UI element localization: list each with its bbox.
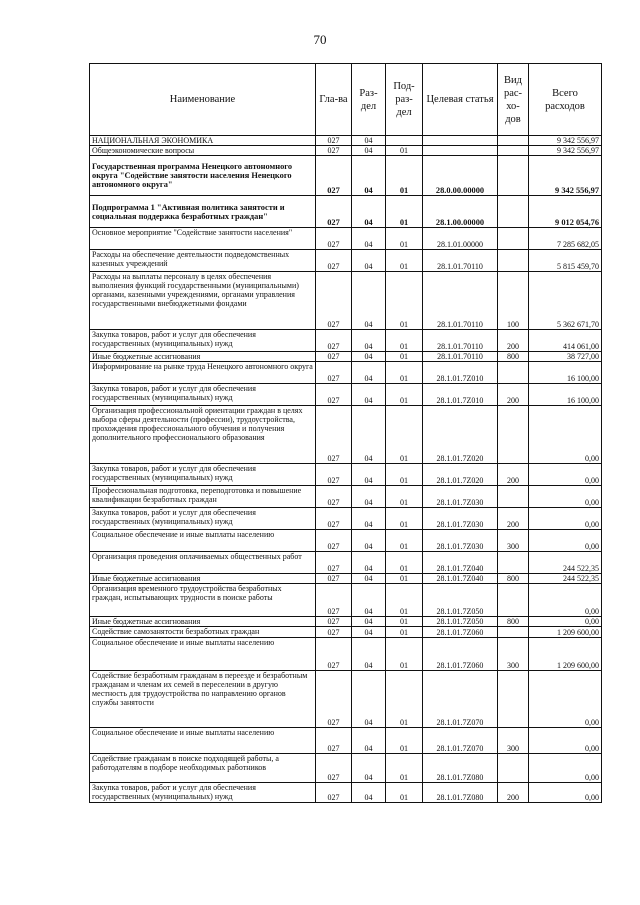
row-expense-type-cell (498, 584, 529, 617)
row-chapter-cell: 027 (316, 362, 352, 384)
row-amount-cell: 0,00 (529, 530, 602, 552)
row-amount-cell: 16 100,00 (529, 362, 602, 384)
table-row (90, 508, 602, 530)
row-chapter-cell: 027 (316, 552, 352, 574)
row-chapter-cell: 027 (316, 783, 352, 803)
row-name-cell: Социальное обеспечение и иные выплаты населению (90, 638, 316, 671)
row-name-cell: Иные бюджетные ассигнования (90, 352, 316, 362)
row-expense-type-cell (498, 627, 529, 638)
row-section-cell: 04 (352, 406, 386, 464)
row-expense-type-cell: 800 (498, 617, 529, 627)
row-target-cell: 28.1.01.7Z080 (423, 783, 498, 803)
row-section-cell: 04 (352, 486, 386, 508)
row-name-cell: НАЦИОНАЛЬНАЯ ЭКОНОМИКА (90, 136, 316, 146)
row-name-cell: Государственная программа Ненецкого автономного округа "Содействие занятости населения Ненецкого автономного округа" (90, 156, 316, 196)
expenditure-table (89, 63, 602, 803)
row-amount-cell: 9 342 556,97 (529, 146, 602, 156)
row-subsection-cell: 01 (386, 352, 423, 362)
row-section-cell: 04 (352, 671, 386, 728)
row-amount-cell: 5 815 459,70 (529, 250, 602, 272)
row-amount-cell: 38 727,00 (529, 352, 602, 362)
row-name-cell: Организация профессиональной ориентации граждан в целях выбора сферы деятельности (профессии), трудоустройства, прохождения профессионального обучения и получения дополнительного профессионального образования (90, 406, 316, 464)
header-chapter: Гла-ва (316, 64, 352, 136)
table-row (90, 552, 602, 574)
table-body (90, 136, 602, 803)
row-name-cell: Социальное обеспечение и иные выплаты населению (90, 728, 316, 754)
table-row (90, 330, 602, 352)
row-name-cell: Закупка товаров, работ и услуг для обеспечения государственных (муниципальных) нужд (90, 783, 316, 803)
row-chapter-cell: 027 (316, 406, 352, 464)
row-amount-cell: 9 012 054,76 (529, 196, 602, 228)
row-amount-cell: 0,00 (529, 486, 602, 508)
header-name: Наименование (90, 64, 316, 136)
row-section-cell: 04 (352, 728, 386, 754)
row-expense-type-cell: 200 (498, 783, 529, 803)
row-chapter-cell: 027 (316, 617, 352, 627)
row-chapter-cell: 027 (316, 627, 352, 638)
row-section-cell: 04 (352, 362, 386, 384)
row-chapter-cell: 027 (316, 136, 352, 146)
row-target-cell: 28.1.00.00000 (423, 196, 498, 228)
row-expense-type-cell: 300 (498, 530, 529, 552)
row-target-cell: 28.1.01.7Z050 (423, 617, 498, 627)
row-subsection-cell: 01 (386, 508, 423, 530)
row-amount-cell: 7 285 682,05 (529, 228, 602, 250)
row-target-cell: 28.1.01.7Z050 (423, 584, 498, 617)
table-row (90, 196, 602, 228)
table-row (90, 671, 602, 728)
header-expense-type: Вид рас-хо-дов (498, 64, 529, 136)
row-section-cell: 04 (352, 574, 386, 584)
table-row (90, 362, 602, 384)
row-subsection-cell: 01 (386, 384, 423, 406)
row-target-cell: 28.1.01.7Z040 (423, 552, 498, 574)
row-subsection-cell: 01 (386, 464, 423, 486)
row-amount-cell: 0,00 (529, 406, 602, 464)
row-subsection-cell: 01 (386, 530, 423, 552)
header-total: Всего расходов (529, 64, 602, 136)
row-name-cell: Социальное обеспечение и иные выплаты населению (90, 530, 316, 552)
row-chapter-cell: 027 (316, 330, 352, 352)
table-row (90, 352, 602, 362)
table-row (90, 136, 602, 146)
row-expense-type-cell: 100 (498, 272, 529, 330)
row-section-cell: 04 (352, 552, 386, 574)
row-subsection-cell: 01 (386, 584, 423, 617)
row-target-cell: 28.1.01.7Z030 (423, 508, 498, 530)
row-amount-cell: 0,00 (529, 754, 602, 783)
row-target-cell: 28.1.01.7Z070 (423, 728, 498, 754)
row-name-cell: Иные бюджетные ассигнования (90, 574, 316, 584)
row-target-cell: 28.1.01.7Z070 (423, 671, 498, 728)
row-target-cell: 28.1.01.70110 (423, 330, 498, 352)
row-section-cell: 04 (352, 228, 386, 250)
header-target: Целевая статья (423, 64, 498, 136)
row-target-cell (423, 146, 498, 156)
row-expense-type-cell: 200 (498, 464, 529, 486)
page-number: 70 (313, 32, 327, 47)
row-subsection-cell: 01 (386, 671, 423, 728)
table-row (90, 486, 602, 508)
row-subsection-cell: 01 (386, 552, 423, 574)
row-amount-cell: 0,00 (529, 584, 602, 617)
row-subsection-cell: 01 (386, 156, 423, 196)
row-expense-type-cell (498, 362, 529, 384)
row-expense-type-cell (498, 228, 529, 250)
row-subsection-cell: 01 (386, 362, 423, 384)
row-subsection-cell: 01 (386, 406, 423, 464)
row-amount-cell: 244 522,35 (529, 574, 602, 584)
row-chapter-cell: 027 (316, 352, 352, 362)
row-expense-type-cell (498, 196, 529, 228)
row-subsection-cell: 01 (386, 250, 423, 272)
row-chapter-cell: 027 (316, 574, 352, 584)
row-section-cell: 04 (352, 530, 386, 552)
row-subsection-cell: 01 (386, 574, 423, 584)
row-subsection-cell: 01 (386, 728, 423, 754)
row-name-cell: Подпрограмма 1 "Активная политика занятости и социальная поддержка безработных граждан" (90, 196, 316, 228)
row-amount-cell: 0,00 (529, 728, 602, 754)
row-expense-type-cell (498, 406, 529, 464)
row-chapter-cell: 027 (316, 530, 352, 552)
row-section-cell: 04 (352, 352, 386, 362)
row-target-cell (423, 136, 498, 146)
row-amount-cell: 244 522,35 (529, 552, 602, 574)
row-amount-cell: 1 209 600,00 (529, 627, 602, 638)
table-header (90, 64, 602, 136)
row-subsection-cell: 01 (386, 783, 423, 803)
table-row (90, 146, 602, 156)
row-target-cell: 28.1.01.7Z010 (423, 362, 498, 384)
row-amount-cell: 9 342 556,97 (529, 156, 602, 196)
row-chapter-cell: 027 (316, 384, 352, 406)
row-expense-type-cell (498, 156, 529, 196)
row-name-cell: Закупка товаров, работ и услуг для обеспечения государственных (муниципальных) нужд (90, 508, 316, 530)
header-subsection: Под-раз-дел (386, 64, 423, 136)
row-name-cell: Организация временного трудоустройства безработных граждан, испытывающих трудности в поиске работы (90, 584, 316, 617)
row-expense-type-cell (498, 136, 529, 146)
row-chapter-cell: 027 (316, 728, 352, 754)
row-chapter-cell: 027 (316, 146, 352, 156)
row-subsection-cell: 01 (386, 627, 423, 638)
row-target-cell: 28.1.01.7Z030 (423, 530, 498, 552)
row-chapter-cell: 027 (316, 228, 352, 250)
row-target-cell: 28.1.01.7Z030 (423, 486, 498, 508)
row-subsection-cell: 01 (386, 330, 423, 352)
row-target-cell: 28.1.01.70110 (423, 250, 498, 272)
row-target-cell: 28.1.01.00000 (423, 228, 498, 250)
row-amount-cell: 5 362 671,70 (529, 272, 602, 330)
row-chapter-cell: 027 (316, 196, 352, 228)
row-expense-type-cell (498, 671, 529, 728)
row-expense-type-cell: 300 (498, 728, 529, 754)
row-chapter-cell: 027 (316, 156, 352, 196)
row-section-cell: 04 (352, 508, 386, 530)
table-row (90, 584, 602, 617)
row-section-cell: 04 (352, 627, 386, 638)
row-section-cell: 04 (352, 584, 386, 617)
row-name-cell: Закупка товаров, работ и услуг для обеспечения государственных (муниципальных) нужд (90, 384, 316, 406)
row-target-cell: 28.0.00.00000 (423, 156, 498, 196)
table-row (90, 384, 602, 406)
row-name-cell: Закупка товаров, работ и услуг для обеспечения государственных (муниципальных) нужд (90, 330, 316, 352)
table-row (90, 250, 602, 272)
row-name-cell: Информирование на рынке труда Ненецкого автономного округа (90, 362, 316, 384)
row-target-cell: 28.1.01.7Z020 (423, 406, 498, 464)
row-target-cell: 28.1.01.7Z080 (423, 754, 498, 783)
row-chapter-cell: 027 (316, 508, 352, 530)
row-name-cell: Общеэкономические вопросы (90, 146, 316, 156)
table-row (90, 228, 602, 250)
row-chapter-cell: 027 (316, 638, 352, 671)
row-section-cell: 04 (352, 638, 386, 671)
row-name-cell: Содействие самозанятости безработных граждан (90, 627, 316, 638)
row-section-cell: 04 (352, 146, 386, 156)
row-subsection-cell: 01 (386, 754, 423, 783)
row-chapter-cell: 027 (316, 250, 352, 272)
row-expense-type-cell: 200 (498, 384, 529, 406)
row-name-cell: Организация проведения оплачиваемых общественных работ (90, 552, 316, 574)
row-amount-cell: 0,00 (529, 783, 602, 803)
row-section-cell: 04 (352, 754, 386, 783)
row-amount-cell: 1 209 600,00 (529, 638, 602, 671)
row-name-cell: Содействие гражданам в поиске подходящей работы, а работодателям в подборе необходимых работников (90, 754, 316, 783)
row-name-cell: Расходы на выплаты персоналу в целях обеспечения выполнения функций государственными (муниципальными) органами, казенными учреждениями, органами управления государственными внебюджетными фондами (90, 272, 316, 330)
row-target-cell: 28.1.01.7Z010 (423, 384, 498, 406)
table-row (90, 530, 602, 552)
row-amount-cell: 0,00 (529, 671, 602, 728)
table-row (90, 728, 602, 754)
row-expense-type-cell: 800 (498, 352, 529, 362)
row-section-cell: 04 (352, 272, 386, 330)
row-chapter-cell: 027 (316, 464, 352, 486)
row-expense-type-cell (498, 552, 529, 574)
table-row (90, 754, 602, 783)
row-section-cell: 04 (352, 384, 386, 406)
row-target-cell: 28.1.01.7Z060 (423, 638, 498, 671)
row-amount-cell: 0,00 (529, 508, 602, 530)
row-expense-type-cell: 300 (498, 638, 529, 671)
row-target-cell: 28.1.01.7Z060 (423, 627, 498, 638)
row-amount-cell: 414 061,00 (529, 330, 602, 352)
row-subsection-cell: 01 (386, 638, 423, 671)
row-name-cell: Основное мероприятие "Содействие занятости населения" (90, 228, 316, 250)
table-row (90, 574, 602, 584)
row-section-cell: 04 (352, 250, 386, 272)
row-name-cell: Расходы на обеспечение деятельности подведомственных казенных учреждений (90, 250, 316, 272)
row-expense-type-cell (498, 486, 529, 508)
table-row (90, 638, 602, 671)
row-section-cell: 04 (352, 196, 386, 228)
row-expense-type-cell (498, 250, 529, 272)
row-name-cell: Содействие безработным гражданам в переезде и безработным гражданам и членам их семей в переселении в другую местность для трудоустройства по направлению органов службы занятости (90, 671, 316, 728)
row-chapter-cell: 027 (316, 584, 352, 617)
row-subsection-cell: 01 (386, 228, 423, 250)
row-name-cell: Иные бюджетные ассигнования (90, 617, 316, 627)
row-subsection-cell: 01 (386, 272, 423, 330)
row-section-cell: 04 (352, 136, 386, 146)
row-chapter-cell: 027 (316, 754, 352, 783)
row-target-cell: 28.1.01.7Z040 (423, 574, 498, 584)
row-subsection-cell (386, 136, 423, 146)
row-chapter-cell: 027 (316, 486, 352, 508)
row-section-cell: 04 (352, 464, 386, 486)
row-subsection-cell: 01 (386, 486, 423, 508)
row-section-cell: 04 (352, 330, 386, 352)
row-expense-type-cell (498, 146, 529, 156)
row-section-cell: 04 (352, 783, 386, 803)
table-row (90, 617, 602, 627)
row-subsection-cell: 01 (386, 146, 423, 156)
table-row (90, 783, 602, 803)
row-name-cell: Профессиональная подготовка, переподготовка и повышение квалификации безработных граждан (90, 486, 316, 508)
row-amount-cell: 0,00 (529, 464, 602, 486)
row-subsection-cell: 01 (386, 196, 423, 228)
row-target-cell: 28.1.01.70110 (423, 272, 498, 330)
row-chapter-cell: 027 (316, 272, 352, 330)
table-row (90, 627, 602, 638)
row-section-cell: 04 (352, 617, 386, 627)
row-target-cell: 28.1.01.7Z020 (423, 464, 498, 486)
row-amount-cell: 16 100,00 (529, 384, 602, 406)
row-amount-cell: 0,00 (529, 617, 602, 627)
row-section-cell: 04 (352, 156, 386, 196)
header-section: Раз-дел (352, 64, 386, 136)
table-row (90, 406, 602, 464)
row-target-cell: 28.1.01.70110 (423, 352, 498, 362)
row-expense-type-cell (498, 754, 529, 783)
row-amount-cell: 9 342 556,97 (529, 136, 602, 146)
row-expense-type-cell: 200 (498, 508, 529, 530)
row-chapter-cell: 027 (316, 671, 352, 728)
row-subsection-cell: 01 (386, 617, 423, 627)
table-row (90, 156, 602, 196)
row-expense-type-cell: 200 (498, 330, 529, 352)
table-row (90, 272, 602, 330)
table-row (90, 464, 602, 486)
row-expense-type-cell: 800 (498, 574, 529, 584)
row-name-cell: Закупка товаров, работ и услуг для обеспечения государственных (муниципальных) нужд (90, 464, 316, 486)
